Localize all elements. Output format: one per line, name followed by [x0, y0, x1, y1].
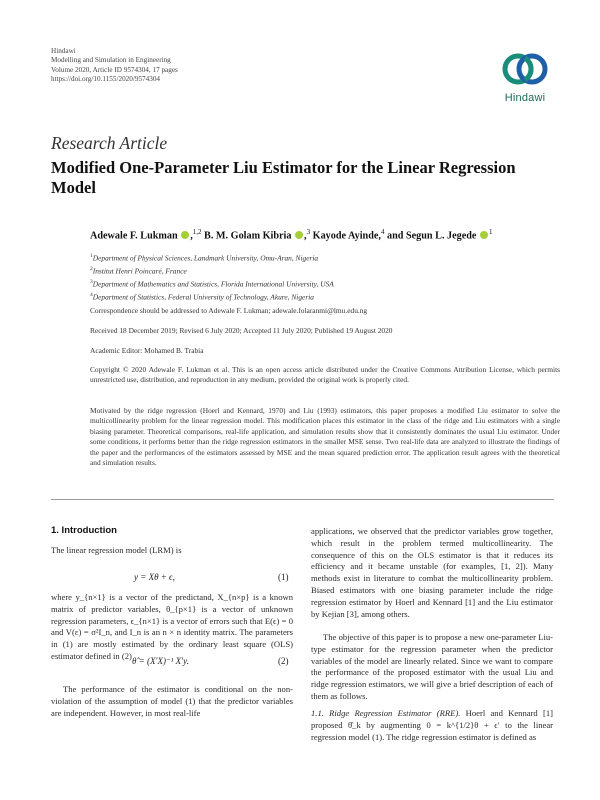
- abstract: Motivated by the ridge regression (Hoerl and Kennard, 1970) and Liu (1993) estimators, this paper proposes a modified Liu estimator to solve the multicollinearity problem for the linear regression model. This modification places this estimator in the class of the ridge and Liu estimators with a single biasing parameter. Theoretical comparisons, real-life application, and simulation results show that it consistently dominates the usual Liu estimator. Under some conditions, it performs better than the ridge regression estimators in the smaller MSE sense. Two real-life data are analyzed to illustrate the findings of the paper and the performances of the estimators assessed by MSE and the mean squared prediction error. The application result agrees with the theoretical and simulation results.: [90, 406, 560, 468]
- author-sup: 1: [489, 228, 493, 236]
- affiliation: $^1$Department of Physical Sciences, Landmark University, Omu-Aran, Nigeria: [90, 253, 319, 263]
- affiliation: $^3$Department of Mathematics and Statistics, Florida International University, USA: [90, 279, 334, 289]
- author-list: Adewale F. Lukman ,$^{1,2}$ B. M. Golam Kibria ,$^3$ Kayode Ayinde,$^4$ and Segun L. Jegede $^1$: [90, 228, 493, 242]
- paragraph: The linear regression model (LRM) is: [51, 545, 182, 555]
- author-sup: 4: [380, 228, 385, 236]
- volume-line: Volume 2020, Article ID 9574304, 17 pages: [51, 65, 178, 74]
- affiliation: $^4$Department of Statistics, Federal University of Technology, Akure, Nigeria: [90, 292, 314, 302]
- author-sup: 1,2: [192, 228, 202, 236]
- subsection-heading: 1.1. Ridge Regression Estimator (RRE).: [311, 708, 461, 718]
- affiliation: $^2$Institut Henri Poincaré, France: [90, 266, 187, 276]
- orcid-icon[interactable]: [295, 231, 303, 239]
- publication-dates: Received 18 December 2019; Revised 6 July 2020; Accepted 11 July 2020; Published 19 August 2020: [90, 326, 393, 335]
- publisher-name: Hindawi: [51, 47, 76, 55]
- article-type: Research Article: [51, 133, 168, 153]
- author-name: B. M. Golam Kibria: [204, 230, 292, 242]
- subsection-text: Hoerl and Kennard [1] proposed θ̂_k by augmenting 0 = k^{1/2}θ + ϵ′ to the linear regression model (1). The ridge regression estimator is defined as: [311, 708, 553, 742]
- equation-1: y = Xθ + ϵ,: [134, 572, 175, 582]
- copyright-notice: Copyright © 2020 Adewale F. Lukman et al. This is an open access article distributed under the Creative Commons Attribution License, which permits unrestricted use, distribution, and reproduction in any medium, provided the original work is properly cited.: [90, 365, 560, 385]
- author-name: Segun L. Jegede: [405, 230, 477, 242]
- paragraph: [311, 708, 553, 743]
- paragraph: applications, we observed that the predictor variables grow together, which result in the problem termed multicollinearity. The consequence of this on the OLS estimator is that it reduces its efficiency and it became unstable (for examples, [1, 2]). Many methods exist in literature to combat the multicollinearity problem. Biased estimators with one biasing parameter include the ridge regression estimator by Hoerl and Kennard [1] and the Liu estimator by Kejian [3], among others.: [311, 526, 553, 619]
- equation-number: (2): [278, 656, 289, 666]
- section-heading: 1. Introduction: [51, 525, 117, 536]
- orcid-icon[interactable]: [480, 231, 488, 239]
- paragraph: The performance of the estimator is conditional on the non-violation of the assumption of model (1) that the predictor variables are independent. However, in most real-life: [51, 684, 293, 718]
- article-title: Modified One-Parameter Liu Estimator for the Linear Regression Model: [51, 158, 516, 197]
- divider: [51, 499, 554, 500]
- journal-name: Modelling and Simulation in Engineering: [51, 56, 171, 65]
- orcid-icon[interactable]: [181, 231, 189, 239]
- equation-2: θ̂ = (X′X)⁻¹ X′y.: [132, 656, 189, 666]
- author-and: and: [387, 230, 404, 242]
- author-name: Adewale F. Lukman: [90, 230, 178, 242]
- journal-meta: [51, 47, 178, 85]
- affiliations: [90, 251, 560, 303]
- equation-number: (1): [278, 572, 289, 582]
- logo-text: Hindawi: [504, 92, 546, 104]
- doi-link[interactable]: https://doi.org/10.1155/2020/9574304: [51, 75, 161, 84]
- paragraph: where y_{n×1} is a vector of the predictand, X_{n×p} is a known matrix of predictor variables, θ_{p×1} is a vector of unknown regression parameters, ϵ_{n×1} is a vector of errors such that E(ϵ) = 0 and V(ε) = σ²I_n, and I_n is an n × n identity matrix. The parameters in (1) are mostly estimated by the ordinary least square (OLS) estimator defined in (2): [51, 592, 293, 661]
- author-sup: 3: [306, 228, 311, 236]
- paragraph: The objective of this paper is to propose a new one-parameter Liu-type estimator for the regression parameter when the predictor variables of the model are linearly related. Since we want to compare the performance of the proposed estimator with the usual Liu and ridge regression estimators, we will give a brief description of each of them as follows.: [311, 632, 553, 701]
- academic-editor: Academic Editor: Mohamed B. Trabia: [90, 346, 204, 355]
- correspondence: Correspondence should be addressed to Adewale F. Lukman; adewale.folaranmi@lmu.edu.ng: [90, 306, 368, 315]
- author-name: Kayode Ayinde: [312, 230, 379, 242]
